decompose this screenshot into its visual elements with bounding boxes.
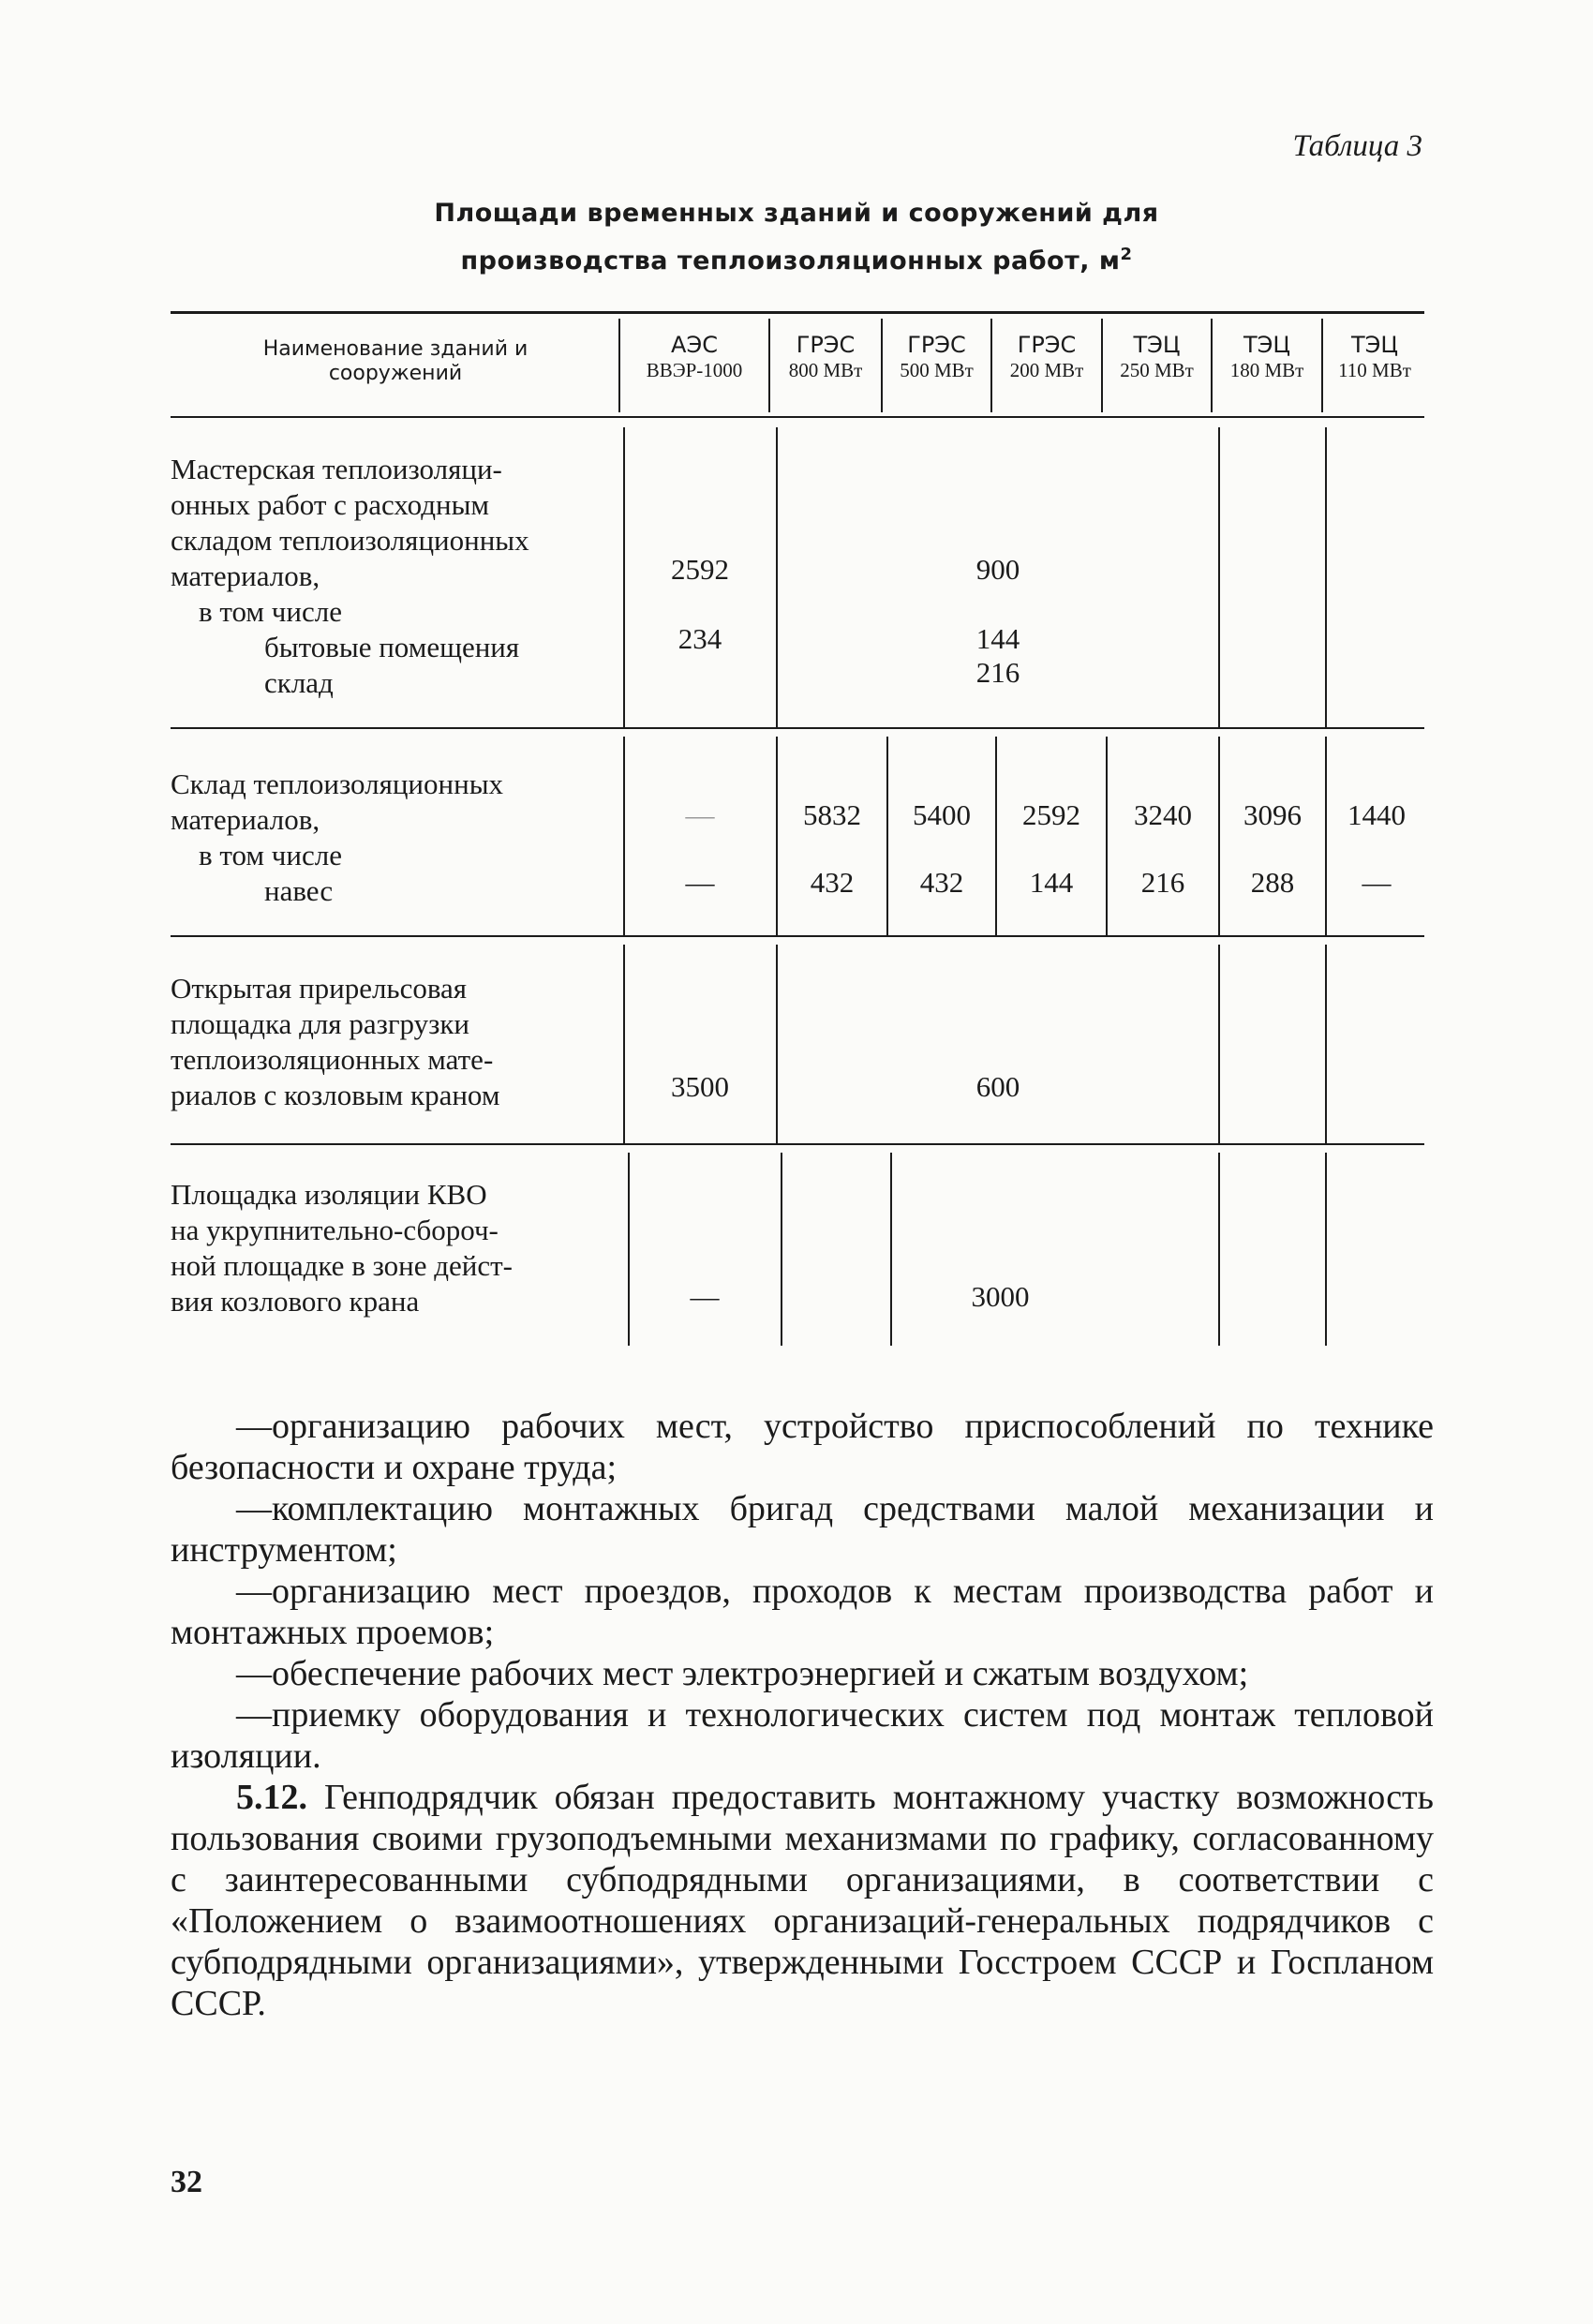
row1-divider — [1325, 427, 1327, 727]
list-item: —организацию мест проездов, проходов к местам производства работ и монтажных проемов; — [171, 1572, 1434, 1652]
row2-divider — [1325, 737, 1327, 935]
row-separator — [171, 935, 1424, 937]
list-item: —приемку оборудования и технологических систем под монтаж тепловой изоляции. — [171, 1695, 1434, 1776]
clause-text: Генподрядчик обязан предоставить монтажному участку возможность пользования своими грузоподъемными механизмами по графику, согласованному с заинтересованными субподрядными организациями, в соответствии с «Положением о взаимоотношениях организаций-генеральных подрядчиков с субподрядными организациями», утвержденными Госстроем СССР и Госпланом СССР. — [171, 1778, 1434, 2023]
row4-divider — [781, 1153, 782, 1346]
cell-value: 234 — [677, 622, 722, 655]
row3-divider — [1325, 945, 1327, 1143]
table-title-line2: производства теплоизоляционных работ, $м^2$ — [460, 245, 1133, 276]
cell-value: 5400 — [913, 798, 971, 831]
row3-divider — [623, 945, 625, 1143]
header-col-tec180: ТЭЦ 180 МВт — [1229, 332, 1304, 381]
table-title — [0, 193, 1593, 282]
cell-value: 432 — [810, 866, 855, 899]
row4-divider — [1325, 1153, 1327, 1346]
cell-value: 600 — [975, 1070, 1020, 1103]
cell-value: 3240 — [1134, 798, 1192, 831]
cell-value: — — [685, 798, 715, 831]
row3-divider — [1218, 945, 1220, 1143]
row4-divider — [1218, 1153, 1220, 1346]
header-col-tec110: ТЭЦ 110 МВт — [1338, 332, 1411, 381]
header-col-tec250: ТЭЦ 250 МВт — [1120, 332, 1194, 381]
header-col-aes: АЭС ВВЭР-1000 — [646, 332, 743, 381]
header-col-gres500: ГРЭС 500 МВт — [900, 332, 974, 381]
cell-value: 1440 — [1347, 798, 1406, 831]
row4-label: Площадка изоляции КВО на укрупнительно-сбороч- ной площадке в зоне дейст- вия козлового крана — [171, 1178, 513, 1318]
cell-value: 216 — [975, 656, 1020, 689]
header-col-gres200: ГРЭС 200 МВт — [1009, 332, 1084, 381]
row2-divider — [623, 737, 625, 935]
cell-value: 900 — [975, 553, 1020, 586]
row4-divider — [628, 1153, 630, 1346]
list-item: —комплектацию монтажных бригад средствами малой механизации и инструментом; — [171, 1489, 1434, 1570]
page-number: 32 — [171, 2165, 202, 2199]
cell-value: 3000 — [971, 1280, 1030, 1313]
row2-label: Склад теплоизоляционных материалов, в том числе навес — [171, 767, 504, 907]
row2-divider — [886, 737, 888, 935]
cell-value: 144 — [1029, 866, 1074, 899]
table-title-line1: Площади временных зданий и сооружений для — [434, 199, 1159, 228]
row2-divider — [1218, 737, 1220, 935]
cell-value: 3096 — [1243, 798, 1302, 831]
list-item: —обеспечение рабочих мест электроэнергией и сжатым воздухом; — [236, 1654, 1249, 1693]
row4-divider — [890, 1153, 892, 1346]
row-separator — [171, 727, 1424, 729]
cell-value: — — [1362, 866, 1392, 899]
header-col-gres800: ГРЭС 800 МВт — [788, 332, 863, 381]
row3-divider — [776, 945, 778, 1143]
table-top-rule — [171, 311, 1424, 314]
cell-value: — — [690, 1280, 720, 1313]
cell-value: 2592 — [1022, 798, 1080, 831]
clause-number: 5.12. — [236, 1778, 307, 1817]
cell-value: 432 — [919, 866, 964, 899]
table-caption: Таблица 3 — [1292, 129, 1422, 163]
cell-value: 216 — [1140, 866, 1185, 899]
cell-value: 5832 — [803, 798, 861, 831]
list-item: —организацию рабочих мест, устройство приспособлений по технике безопасности и охране труда; — [171, 1407, 1434, 1487]
title-superscript: 2 — [1120, 245, 1133, 264]
row2-divider — [1106, 737, 1108, 935]
clause-paragraph — [171, 1777, 1434, 2024]
cell-value: 3500 — [671, 1070, 729, 1103]
body-text — [171, 1406, 1434, 2024]
header-name: Наименование зданий и сооружений — [262, 337, 529, 385]
cell-value: 288 — [1250, 866, 1295, 899]
row1-divider — [1218, 427, 1220, 727]
cell-value: 144 — [975, 622, 1020, 655]
cell-value: — — [685, 866, 715, 899]
row3-label: Открытая прирельсовая площадка для разгрузки теплоизоляционных мате- риалов с козловым краном — [171, 972, 500, 1111]
row-separator — [171, 1143, 1424, 1145]
cell-value: 2592 — [671, 553, 729, 586]
row1-label: Мастерская теплоизоляци- онных работ с расходным складом теплоизоляционных материалов, в том числе бытовые помещения склад — [171, 453, 529, 699]
row2-divider — [995, 737, 997, 935]
row2-divider — [776, 737, 778, 935]
table-header-rule — [171, 416, 1424, 418]
